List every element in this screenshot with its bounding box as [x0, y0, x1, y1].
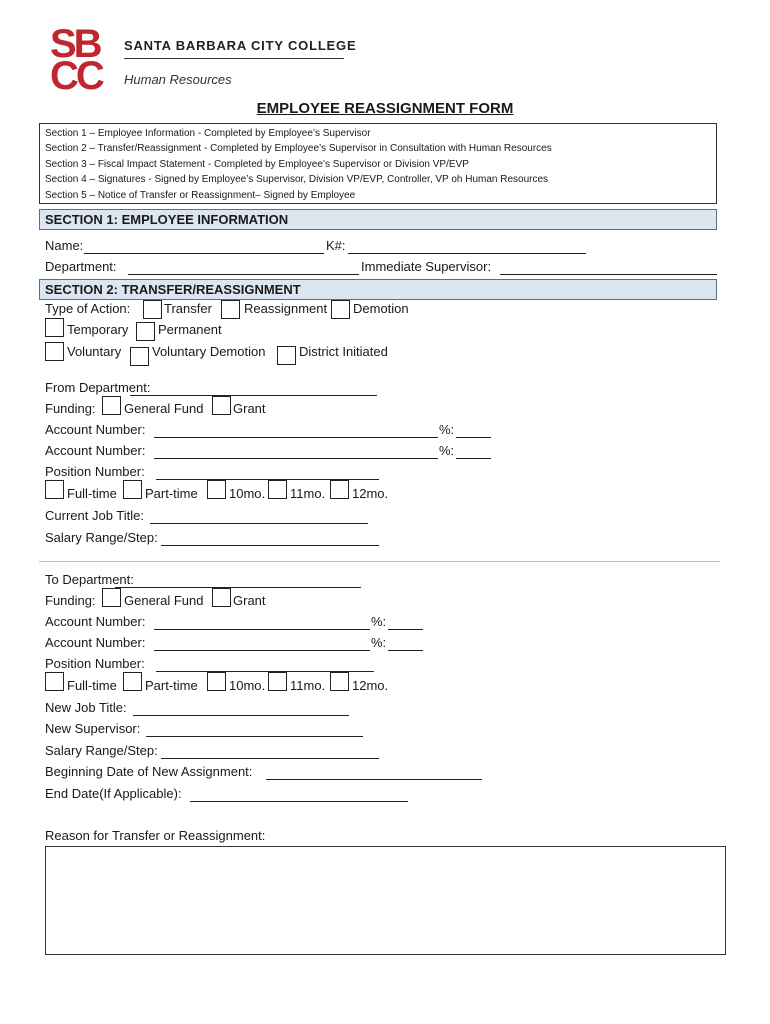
to-funding-label: Funding: — [45, 593, 96, 608]
logo-divider — [124, 58, 344, 59]
voluntary-demotion-label: Voluntary Demotion — [152, 344, 266, 359]
section-summary-4: Section 4 – Signatures - Signed by Employee’s Supervisor, Division VP/EVP, Controller, VP oh Human Resources — [45, 174, 549, 185]
from-12mo-label: 12mo. — [352, 486, 389, 501]
logo-cc-text: CC — [50, 54, 102, 98]
from-account-number-label: Account Number: — [45, 422, 146, 437]
new-job-title-field[interactable] — [133, 715, 349, 716]
k-number-field[interactable] — [348, 253, 586, 254]
to-department-label: To Department: — [45, 572, 134, 587]
from-salary-range-field[interactable] — [161, 545, 379, 546]
from-full-time-label: Full-time — [67, 486, 117, 501]
voluntary-label: Voluntary — [67, 344, 122, 359]
section2-heading-band — [39, 279, 717, 300]
name-field[interactable] — [84, 253, 324, 254]
section2-heading: SECTION 2: TRANSFER/REASSIGNMENT — [45, 282, 301, 297]
from-11mo-label: 11mo. — [290, 486, 326, 501]
to-11mo-checkbox[interactable] — [268, 672, 287, 691]
from-to-divider — [39, 561, 720, 562]
to-grant-label: Grant — [233, 593, 266, 608]
demotion-checkbox[interactable] — [331, 300, 350, 319]
immediate-supervisor-label: Immediate Supervisor: — [361, 259, 492, 274]
from-11mo-checkbox[interactable] — [268, 480, 287, 499]
to-10mo-checkbox[interactable] — [207, 672, 226, 691]
permanent-label: Permanent — [158, 322, 222, 337]
to-percent-2-field[interactable] — [388, 650, 423, 651]
to-percent-2-label: %: — [371, 635, 387, 650]
from-part-time-checkbox[interactable] — [123, 480, 142, 499]
to-position-number-label: Position Number: — [45, 656, 145, 671]
from-percent-label: %: — [439, 422, 455, 437]
from-general-fund-label: General Fund — [124, 401, 204, 416]
temporary-checkbox[interactable] — [45, 318, 64, 337]
to-11mo-label: 11mo. — [290, 678, 326, 693]
from-12mo-checkbox[interactable] — [330, 480, 349, 499]
college-name: SANTA BARBARA CITY COLLEGE — [124, 38, 357, 53]
end-date-field[interactable] — [190, 801, 408, 802]
transfer-checkbox[interactable] — [143, 300, 162, 319]
k-number-label: K#: — [326, 238, 346, 253]
beginning-date-field[interactable] — [266, 779, 482, 780]
demotion-label: Demotion — [353, 301, 409, 316]
from-full-time-checkbox[interactable] — [45, 480, 64, 499]
voluntary-demotion-checkbox[interactable] — [130, 347, 149, 366]
from-position-number-label: Position Number: — [45, 464, 145, 479]
to-percent-field[interactable] — [388, 629, 423, 630]
current-job-title-label: Current Job Title: — [45, 508, 144, 523]
beginning-date-label: Beginning Date of New Assignment: — [45, 764, 253, 779]
to-department-field[interactable] — [115, 587, 361, 588]
from-percent-field[interactable] — [456, 437, 491, 438]
from-grant-checkbox[interactable] — [212, 396, 231, 415]
section-summary-5: Section 5 – Notice of Transfer or Reassignment– Signed by Employee — [45, 190, 356, 201]
transfer-label: Transfer — [164, 301, 212, 316]
to-general-fund-label: General Fund — [124, 593, 204, 608]
from-percent-2-label: %: — [439, 443, 455, 458]
department-name: Human Resources — [124, 72, 232, 87]
to-full-time-checkbox[interactable] — [45, 672, 64, 691]
to-10mo-label: 10mo. — [229, 678, 266, 693]
from-10mo-label: 10mo. — [229, 486, 266, 501]
voluntary-checkbox[interactable] — [45, 342, 64, 361]
from-grant-label: Grant — [233, 401, 266, 416]
temporary-label: Temporary — [67, 322, 129, 337]
section-summary-3: Section 3 – Fiscal Impact Statement - Completed by Employee’s Supervisor or Division VP/EVP — [45, 159, 469, 170]
name-label: Name: — [45, 238, 84, 253]
to-general-fund-checkbox[interactable] — [102, 588, 121, 607]
department-label: Department: — [45, 259, 117, 274]
logo-sb-text: SB — [50, 22, 100, 66]
current-job-title-field[interactable] — [150, 523, 368, 524]
reassignment-label: Reassignment — [244, 301, 328, 316]
sbcc-logo — [50, 22, 120, 98]
section1-heading-band — [39, 209, 717, 230]
from-department-label: From Department: — [45, 380, 151, 395]
new-supervisor-field[interactable] — [146, 736, 363, 737]
section1-heading: SECTION 1: EMPLOYEE INFORMATION — [45, 212, 289, 227]
end-date-label: End Date(If Applicable): — [45, 786, 182, 801]
from-general-fund-checkbox[interactable] — [102, 396, 121, 415]
to-salary-range-label: Salary Range/Step: — [45, 743, 158, 758]
to-account-number-2-label: Account Number: — [45, 635, 146, 650]
from-account-number-2-label: Account Number: — [45, 443, 146, 458]
reason-textarea[interactable] — [45, 846, 726, 955]
from-part-time-label: Part-time — [145, 486, 198, 501]
to-grant-checkbox[interactable] — [212, 588, 231, 607]
new-supervisor-label: New Supervisor: — [45, 721, 141, 736]
district-initiated-checkbox[interactable] — [277, 346, 296, 365]
to-percent-label: %: — [371, 614, 387, 629]
to-full-time-label: Full-time — [67, 678, 117, 693]
to-part-time-checkbox[interactable] — [123, 672, 142, 691]
to-12mo-label: 12mo. — [352, 678, 389, 693]
from-department-field[interactable] — [130, 395, 377, 396]
from-account-number-2-field[interactable] — [154, 458, 438, 459]
sections-summary-box — [39, 123, 717, 204]
to-salary-range-field[interactable] — [161, 758, 379, 759]
to-account-number-label: Account Number: — [45, 614, 146, 629]
from-salary-range-label: Salary Range/Step: — [45, 530, 158, 545]
from-account-number-field[interactable] — [154, 437, 438, 438]
form-title: EMPLOYEE REASSIGNMENT FORM — [256, 100, 514, 117]
from-10mo-checkbox[interactable] — [207, 480, 226, 499]
permanent-checkbox[interactable] — [136, 322, 155, 341]
to-account-number-field[interactable] — [154, 629, 370, 630]
to-12mo-checkbox[interactable] — [330, 672, 349, 691]
to-account-number-2-field[interactable] — [154, 650, 370, 651]
new-job-title-label: New Job Title: — [45, 700, 127, 715]
reassignment-checkbox[interactable] — [221, 300, 240, 319]
department-field[interactable] — [128, 274, 359, 275]
section-summary-2: Section 2 – Transfer/Reassignment - Completed by Employee’s Supervisor in Consultation with Human Resources — [45, 143, 552, 154]
from-percent-2-field[interactable] — [456, 458, 491, 459]
type-of-action-label: Type of Action: — [45, 301, 131, 316]
to-part-time-label: Part-time — [145, 678, 198, 693]
district-initiated-label: District Initiated — [299, 344, 388, 359]
from-funding-label: Funding: — [45, 401, 96, 416]
reason-label: Reason for Transfer or Reassignment: — [45, 828, 266, 843]
section-summary-1: Section 1 – Employee Information - Completed by Employee’s Supervisor — [45, 128, 371, 139]
immediate-supervisor-field[interactable] — [500, 274, 717, 275]
